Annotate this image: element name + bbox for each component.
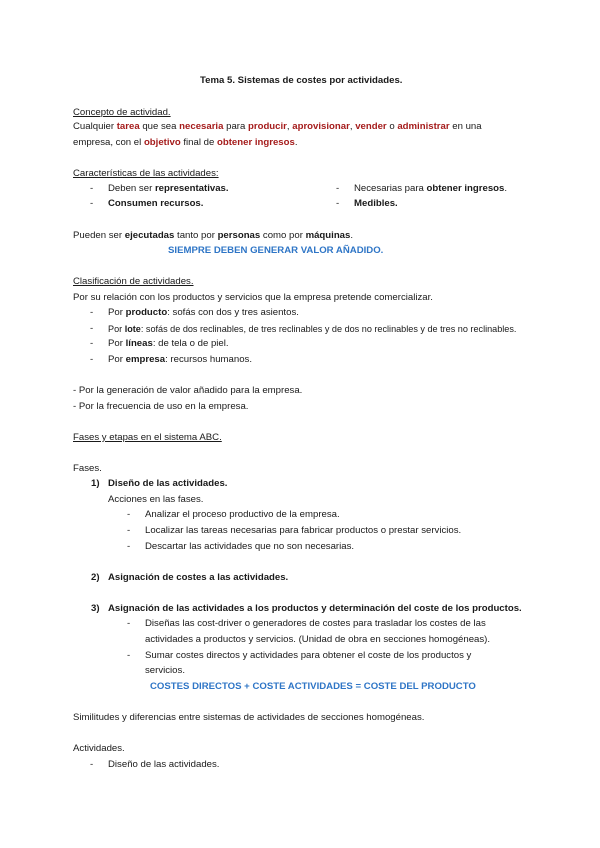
list-item-continuation: servicios.	[145, 665, 185, 676]
concepto-line-2: empresa, con el objetivo final de obtener ingresos.	[73, 137, 298, 148]
section-heading-clasificacion: Clasificación de actividades.	[73, 276, 194, 287]
page-title: Tema 5. Sistemas de costes por actividades.	[200, 75, 403, 86]
valor-anadido-callout: SIEMPRE DEBEN GENERAR VALOR AÑADIDO.	[168, 245, 384, 256]
section-heading-caracteristicas: Características de las actividades:	[73, 168, 219, 179]
acciones-label: Acciones en las fases.	[108, 494, 204, 505]
ejecutadas-line: Pueden ser ejecutadas tanto por personas como por máquinas.	[73, 230, 354, 241]
section-heading-fases: Fases y etapas en el sistema ABC.	[73, 432, 222, 443]
concepto-line-1: Cualquier tarea que sea necesaria para producir, aprovisionar, vender o administrar en una	[73, 121, 482, 132]
section-heading-concepto: Concepto de actividad.	[73, 107, 171, 118]
similitudes-line: Similitudes y diferencias entre sistemas de actividades de secciones homogéneas.	[73, 712, 425, 723]
cost-formula: COSTES DIRECTOS + COSTE ACTIVIDADES = COSTE DEL PRODUCTO	[150, 681, 476, 692]
clasificacion-other-1: - Por la generación de valor añadido para la empresa.	[73, 385, 303, 396]
actividades-label: Actividades.	[73, 743, 125, 754]
list-item-continuation: actividades a productos y servicios. (Unidad de obra en secciones homogéneas).	[145, 634, 491, 645]
clasificacion-other-2: - Por la frecuencia de uso en la empresa.	[73, 401, 249, 412]
clasificacion-intro: Por su relación con los productos y servicios que la empresa pretende comercializar.	[73, 292, 433, 303]
fases-label: Fases.	[73, 463, 102, 474]
